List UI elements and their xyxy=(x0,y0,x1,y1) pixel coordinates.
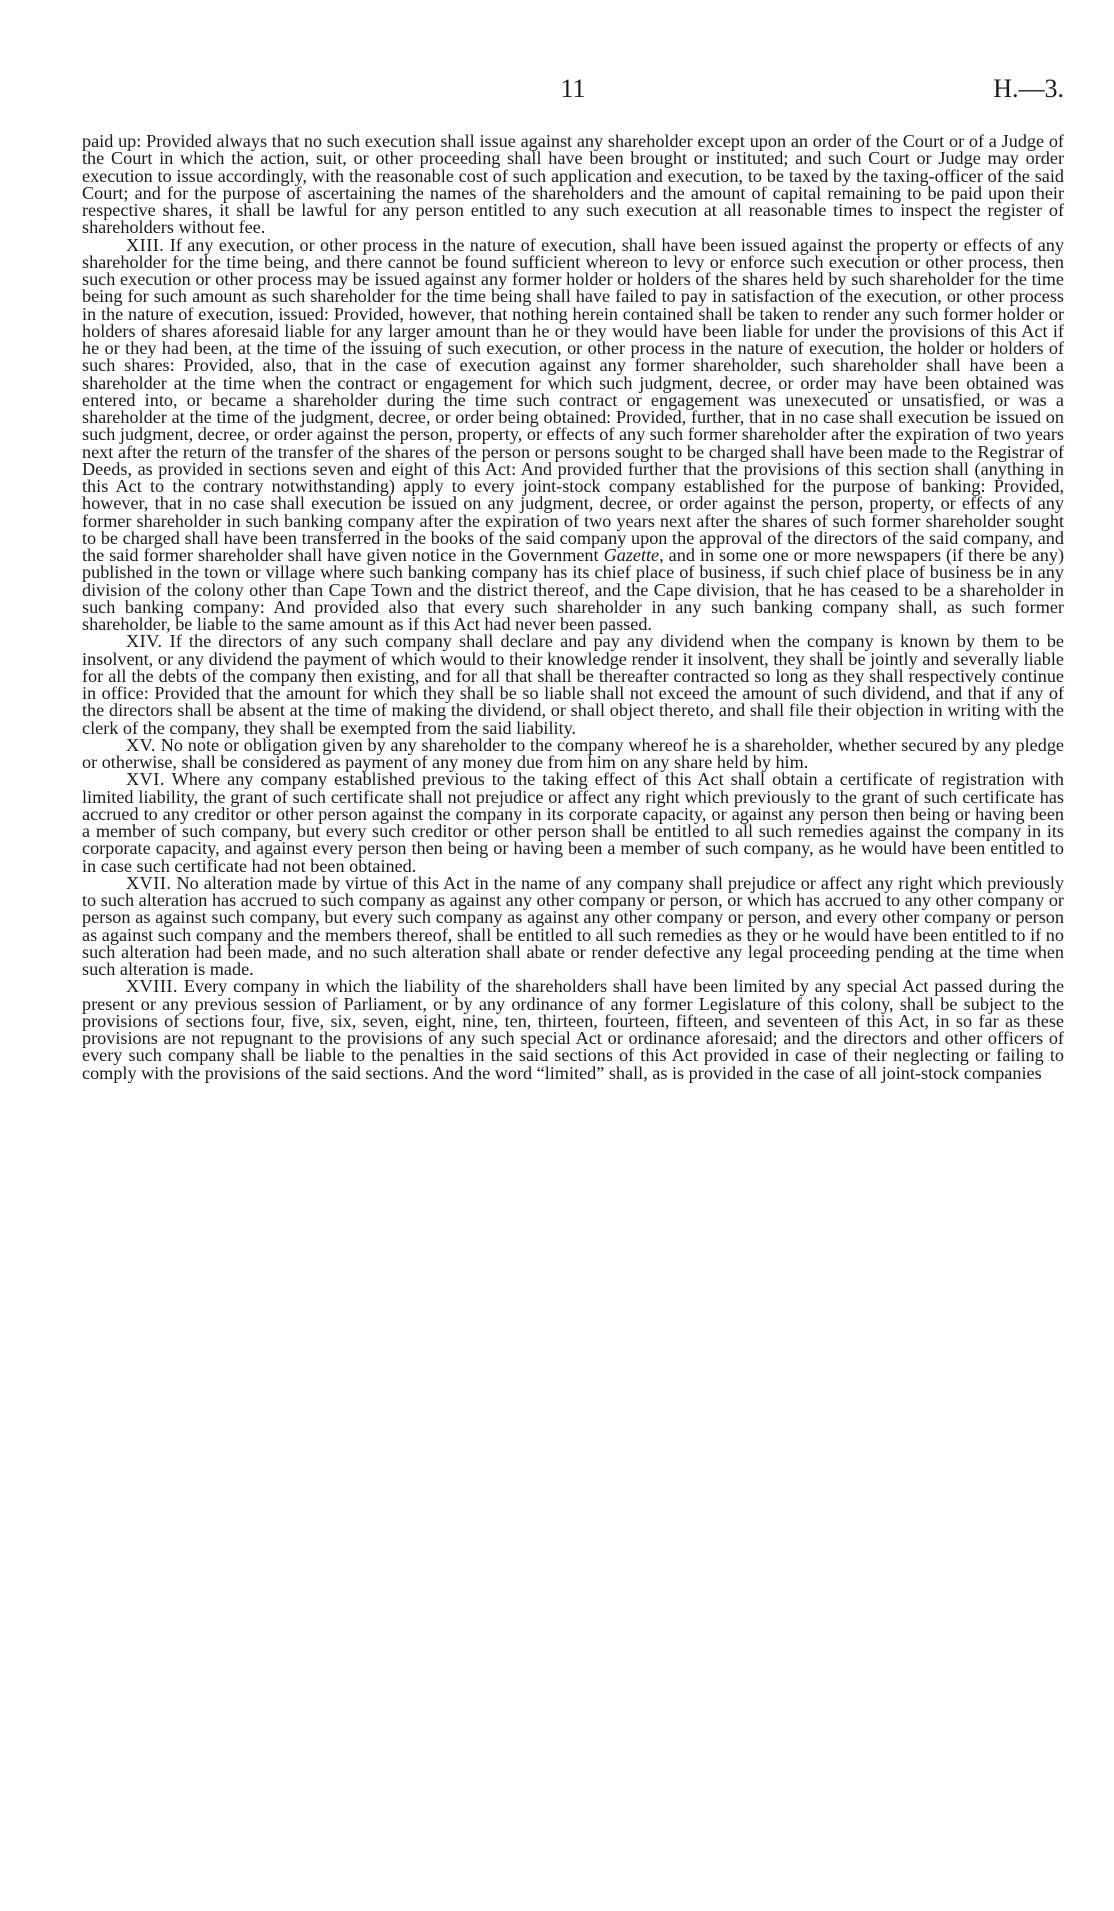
section-number: XIV. xyxy=(126,631,163,652)
page-number: 11 xyxy=(560,74,586,103)
section-number: XIII. xyxy=(126,234,165,255)
section-text: No alteration made by virtue of this Act in the name of any company shall prejudice or affect any right which previously to such alteration has accrued to such company as against any other company or person, or which has accrued to any other company or person as against such company, but every such company as against any other company or person, and every other company or person as against such company and the members thereof, shall be entitled to all such remedies as they or he would have been entitled to if no such alteration had been made, and no such alteration shall abate or render defective any legal proceeding pending at the time when such alteration is made. xyxy=(82,872,1065,979)
section-number: XVII. xyxy=(126,872,172,893)
section-number: XVIII. xyxy=(126,976,178,997)
gazette-italic: Gazette xyxy=(603,545,660,565)
section-14 xyxy=(82,633,1064,737)
section-number: XV. xyxy=(126,734,156,755)
section-number: XVI. xyxy=(126,769,165,790)
section-16 xyxy=(82,771,1064,875)
page-header xyxy=(82,74,1064,114)
section-15 xyxy=(82,734,1064,772)
body-text xyxy=(82,133,1064,1082)
paragraph-continuation xyxy=(82,133,1064,237)
document-reference: H.—3. xyxy=(993,74,1064,103)
section-text: Where any company established previous to the taking effect of this Act shall obtain a certificate of registration with limited liability, the grant of such certificate shall not prejudice or affect any right which previously to the grant of such certificate has accrued to any creditor or other person against the company in its corporate capacity, or against any person then being or having been a member of such company, but every such creditor or other person shall be entitled to all such remedies against the company in its corporate capacity, and against every person then being or having been a member of such company, as he would have been entitled to in case such certificate had not been obtained. xyxy=(82,769,1064,876)
section-13 xyxy=(82,234,1064,634)
section-17 xyxy=(82,872,1065,979)
section-18 xyxy=(82,978,1064,1082)
section-text: If any execution, or other process in the nature of execution, shall have been issued against the property or effects of any shareholder for the time being, and there cannot be found sufficient whereon to levy or enforce such execution or other process, then such execution or other process may be issued against any former holder or holders of the shares held by such shareholder for the time being for such amount as such shareholder for the time being shall have failed to pay in satisfaction of the execution, or other process in the nature of execution, issued: Provided, however, that nothing herein contained shall be taken to render any such former holder or holders of shares aforesaid liable for any larger amount than he or they would have been liable for under the provisions of this Act if he or they had been, at the time of the issuing of such execution, or other process in the nature of execution, the holder or holders of such shares: Provided, also, that in the case of execution against any former shareholder, such shareholder shall have been a shareholder at the time when the contract or engagement for which such judgment, decree, or order may have been obtained was entered into, or became a shareholder during the time such contract or engagement was unexecuted or unsatisfied, or was a shareholder at the time of the judgment, decree, or order being obtained: Provided, further, that in no case shall execution be issued on such judgment, decree, or order against the person, property, or effects of any such former shareholder after the expiration of two years next after the return of the transfer of the shares of the person or persons sought to be charged shall have been made to the Registrar of Deeds, as provided in sections seven and eight of this Act: And provided further that the provisions of this section shall (anything in this Act to the contrary notwithstanding) apply to every joint-stock company established for the purpose of banking: Provided, however, that in no case shall execution be issued on any judgment, decree, or order against the person, property, or effects of any former shareholder in such banking company after the expiration of two years next after the shares of such former shareholder sought to be charged shall have been transferred in the books of the said company upon the approval of the directors of the said company, and the said former shareholder shall have given notice in the Government Gazette, and in some one or more newspapers (if there be any) published in the town or village where such banking company has its chief place of business, if such chief place of business be in any division of the colony other than Cape Town and the district thereof, and the Cape division, that he has ceased to be a shareholder in such banking company: And provided also that every such shareholder in any such banking company shall, as such former shareholder, be liable to the same amount as if this Act had never been passed. xyxy=(82,234,1064,634)
section-text: Every company in which the liability of the shareholders shall have been limited by any special Act passed during the present or any previous session of Parliament, or by any ordinance of any former Legislature of this colony, shall be subject to the provisions of sections four, five, six, seven, eight, nine, ten, thirteen, fourteen, fifteen, and seventeen of this Act, in so far as these provisions are not repugnant to the provisions of any such special Act or ordinance aforesaid; and the directors and other officers of every such company shall be liable to the penalties in the said sections of this Act provided in case of their neglecting or failing to comply with the provisions of the said sections. And the word “limited” shall, as is provided in the case of all joint-stock companies xyxy=(82,976,1065,1083)
section-text: No note or obligation given by any shareholder to the company whereof he is a shareholder, whether secured by any pledge or otherwise, shall be considered as payment of any money due from him on any share held by him. xyxy=(82,734,1064,772)
paragraph-text: paid up: Provided always that no such execution shall issue against any shareholder except upon an order of the Court or of a Judge of the Court in which the action, suit, or other proceeding shall have been brought or instituted; and such Court or Judge may order execution to issue accordingly, with the reasonable cost of such application and execution, to be taxed by the taxing-officer of the said Court; and for the purpose of ascertaining the names of the shareholders and the amount of capital remaining to be paid upon their respective shares, it shall be lawful for any person entitled to any such execution at all reasonable times to inspect the register of shareholders without fee. xyxy=(82,131,1064,238)
section-text: If the directors of any such company shall declare and pay any dividend when the company is known by them to be insolvent, or any dividend the payment of which would to their knowledge render it insolvent, they shall be jointly and severally liable for all the debts of the company then existing, and for all that shall be thereafter contracted so long as they shall respectively continue in office: Provided that the amount for which they shall be so liable shall not exceed the amount of such dividend, and that if any of the directors shall be absent at the time of making the dividend, or shall object thereto, and shall file their objection in writing with the clerk of the company, they shall be exempted from the said liability. xyxy=(82,631,1065,738)
